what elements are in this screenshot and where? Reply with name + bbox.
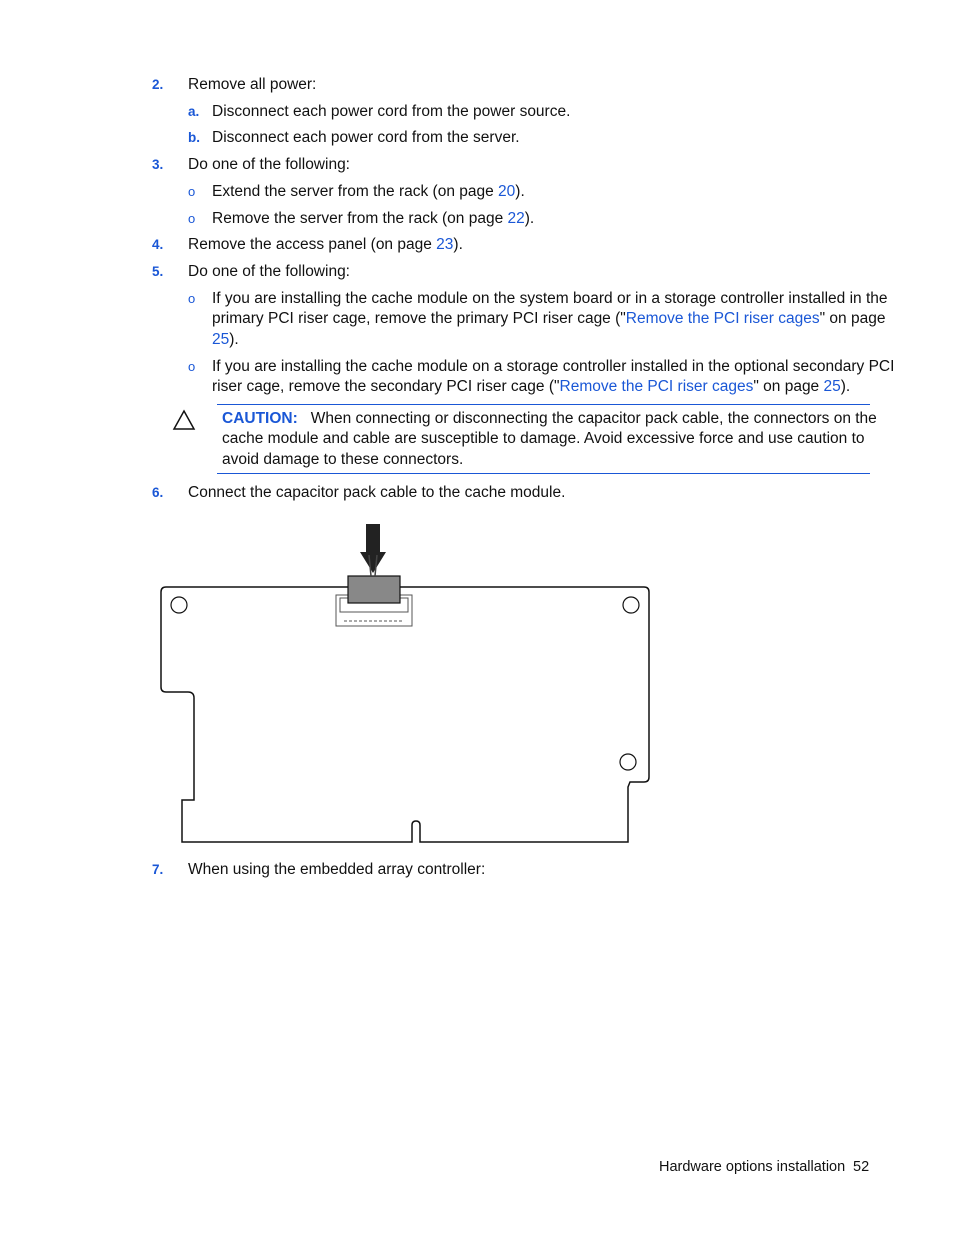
bullet-text: Remove the server from the rack (on page 22). (212, 210, 535, 227)
mounting-hole (623, 597, 639, 613)
page-link[interactable]: 25 (823, 378, 841, 395)
caution-label: CAUTION: (222, 410, 298, 427)
section-link[interactable]: Remove the PCI riser cages (625, 310, 820, 327)
bullet-text-line: 25). (212, 331, 239, 348)
bullet-text-line: If you are installing the cache module on a storage controller installed in the optional secondary PCI (212, 358, 895, 375)
bullet-text: Extend the server from the rack (on page 20). (212, 183, 525, 200)
footer-page-number: 52 (853, 1159, 870, 1175)
bullet-marker: o (188, 291, 196, 306)
step-text: Connect the capacitor pack cable to the cache module. (188, 484, 566, 501)
step-text: Do one of the following: (188, 156, 350, 173)
bullet-marker: o (188, 359, 196, 374)
caution-line: cache module and cable are susceptible to damage. Avoid excessive force and use caution to (222, 430, 865, 447)
bullet-text-line: riser cage, remove the secondary PCI riser cage ("Remove the PCI riser cages" on page 25). (212, 378, 851, 395)
caution-icon (172, 409, 196, 431)
substep-marker: b. (188, 130, 200, 145)
step-number: 4. (152, 237, 164, 252)
bullet-marker: o (188, 184, 196, 199)
caution-line: avoid damage to these connectors. (222, 451, 464, 468)
mounting-hole (620, 754, 636, 770)
step-number: 7. (152, 862, 164, 877)
page-link[interactable]: 25 (212, 331, 230, 348)
page-link[interactable]: 20 (498, 183, 516, 200)
step-number: 5. (152, 264, 164, 279)
cache-module-illustration (150, 515, 660, 850)
step-text: Remove the access panel (on page 23). (188, 236, 463, 253)
substep-text: Disconnect each power cord from the server. (212, 129, 520, 146)
step-text: When using the embedded array controller: (188, 861, 486, 878)
page-link[interactable]: 22 (507, 210, 525, 227)
bullet-text-line: If you are installing the cache module on the system board or in a storage controller installed in the (212, 290, 888, 307)
caution-top-rule (217, 404, 870, 405)
bullet-marker: o (188, 211, 196, 226)
substep-text: Disconnect each power cord from the power source. (212, 103, 571, 120)
arrow-shaft (366, 524, 380, 552)
step-number: 6. (152, 485, 164, 500)
step-number: 2. (152, 77, 164, 92)
section-link[interactable]: Remove the PCI riser cages (559, 378, 754, 395)
bullet-text-line: primary PCI riser cage, remove the primary PCI riser cage ("Remove the PCI riser cages" on page (212, 310, 886, 327)
down-arrow-icon (360, 552, 386, 573)
footer-section-title: Hardware options installation (659, 1159, 846, 1175)
step-text: Remove all power: (188, 76, 317, 93)
step-text: Do one of the following: (188, 263, 350, 280)
step-number: 3. (152, 157, 164, 172)
caution-bottom-rule (217, 473, 870, 474)
substep-marker: a. (188, 104, 200, 119)
caution-line: CAUTION: When connecting or disconnecting the capacitor pack cable, the connectors on the (222, 410, 877, 427)
page-link[interactable]: 23 (436, 236, 454, 253)
mounting-hole (171, 597, 187, 613)
board-outline (161, 587, 649, 842)
cable-plug (348, 576, 400, 603)
